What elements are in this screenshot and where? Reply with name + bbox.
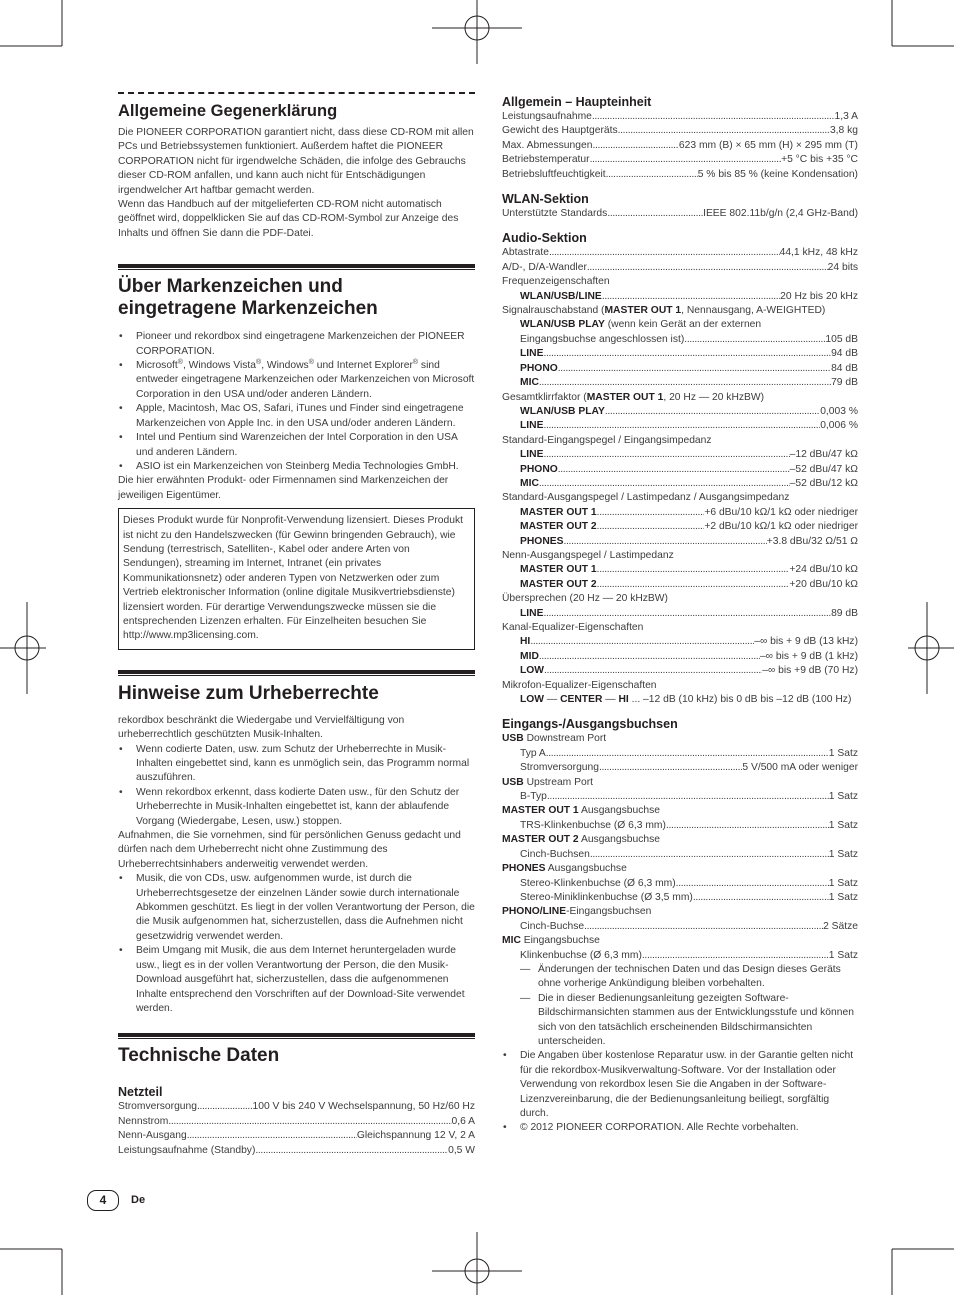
mic-eq-sep: — [544, 694, 561, 706]
spec-value: –52 dBu/12 kΩ [789, 477, 858, 489]
spec-label: MIC [520, 477, 539, 489]
spec-row [502, 891, 858, 905]
spec-row [502, 246, 858, 260]
spec-label: Cinch-Buchsen [520, 848, 590, 860]
subheading-allgemein: Allgemein – Haupteinheit [502, 95, 652, 109]
io-desc: Downstream Port [523, 733, 607, 745]
spec-label: Unterstützte Standards [502, 208, 608, 220]
spec-value: 1 Satz [828, 891, 858, 903]
registered-mark: ® [412, 359, 419, 367]
registration-mark-bottom [432, 1232, 522, 1295]
spec-group-heading [502, 804, 858, 818]
spec-row [502, 153, 858, 167]
spec-row [502, 790, 858, 804]
spec-row [502, 290, 858, 304]
spec-label: MASTER OUT 1 [520, 506, 597, 518]
spec-value: 2 Sätze [823, 920, 858, 932]
spec-label: Leistungsaufnahme (Standby) [118, 1144, 256, 1156]
leader-dots [597, 563, 790, 577]
spec-label: Gewicht des Hauptgeräts [502, 125, 618, 137]
spec-group-heading [502, 862, 858, 876]
spec-label: LOW [520, 665, 545, 677]
spec-value: 105 dB [825, 333, 858, 345]
spec-value: –∞ bis + 9 dB (1 kHz) [759, 650, 858, 662]
mic-eq-value: ... –12 dB (10 kHz) bis 0 dB bis –12 dB (100 Hz) [628, 694, 852, 706]
spec-value: Gleichspannung 12 V, 2 A [356, 1130, 475, 1142]
spec-value: 0,5 W [448, 1144, 475, 1156]
spec-value: +2 dBu/10 kΩ/1 kΩ oder niedriger [704, 521, 858, 533]
spec-value: 24 bits [827, 261, 858, 273]
spec-value: +5 °C bis +35 °C [781, 154, 858, 166]
spec-row [502, 635, 858, 649]
disclaimer-text: Die PIONEER CORPORATION garantiert nicht, dass diese CD-ROM mit allen PCs und Betriebssystemen funktioniert. Außerdem haftet die PIONEER CORPORATION nicht für irgendwelche Schäden, die infolge des Gebrauchs dieser CD-ROM anfallen, und kann auch nicht für Entschädigungen irgendwelcher Art haftbar gemacht werden. [118, 127, 474, 196]
spec-label: MASTER OUT 2 [520, 521, 597, 533]
section-rule-solid [118, 264, 475, 270]
leader-dots [592, 139, 678, 153]
spec-label: HI [520, 636, 531, 648]
spec-label: MID [520, 650, 539, 662]
spec-row [502, 506, 858, 520]
spec-group-heading: Frequenzeigenschaften [502, 276, 610, 288]
leader-dots [168, 1115, 451, 1129]
leader-dots [558, 463, 790, 477]
leader-dots [255, 1144, 448, 1158]
spec-row [118, 1129, 475, 1143]
list-item: • Pioneer und rekordbox sind eingetragene Markenzeichen der PIONEER CORPORATION. [118, 330, 475, 359]
spec-row [502, 168, 858, 182]
spec-label: MASTER OUT 2 [520, 578, 597, 590]
spec-row [502, 747, 858, 761]
spec-label: Eingangsbuchse angeschlossen ist) [520, 333, 685, 345]
leader-dots [187, 1129, 357, 1143]
spec-group-heading [502, 304, 858, 318]
spec-row [502, 877, 858, 891]
spec-label: Max. Abmessungen [502, 139, 593, 151]
heading-markenzeichen-line2: eingetragene Markenzeichen [118, 298, 378, 320]
spec-row [118, 1100, 475, 1114]
spec-value: 5 V/500 mA oder weniger [742, 762, 858, 774]
leader-dots [587, 261, 828, 275]
spec-notes-bullets [502, 1049, 858, 1135]
spec-value: 1 Satz [828, 949, 858, 961]
spec-value: 44,1 kHz, 48 kHz [779, 247, 858, 259]
spec-label: Klinkenbuchse (Ø 6,3 mm) [520, 949, 642, 961]
leader-dots [546, 747, 829, 761]
leader-dots [539, 376, 831, 390]
spec-row [502, 376, 858, 390]
spec-value: 1 Satz [828, 877, 858, 889]
leader-dots [618, 124, 830, 138]
registered-mark: ® [256, 359, 262, 367]
section-rule-solid [118, 670, 475, 676]
spec-value: 0,006 % [820, 420, 858, 432]
leader-dots [590, 848, 829, 862]
io-label: PHONO/LINE [502, 906, 567, 918]
leader-dots [543, 607, 831, 621]
io-label: USB [502, 776, 524, 788]
leader-dots [539, 650, 760, 664]
leader-dots [547, 790, 829, 804]
right-column [502, 95, 858, 1136]
spec-row [502, 448, 858, 462]
subheading-io: Eingangs-/Ausgangsbuchsen [502, 717, 678, 732]
spec-row [502, 139, 858, 153]
snr-heading-b: MASTER OUT 1 [604, 305, 682, 317]
subheading-wlan: WLAN-Sektion [502, 192, 589, 207]
spec-row [502, 819, 858, 833]
heading-urheberrechte: Hinweise zum Urheberrechte [118, 682, 379, 704]
leader-dots [197, 1100, 253, 1114]
spec-row [502, 110, 858, 124]
copyright-list-2 [118, 872, 475, 1016]
io-label: USB [502, 733, 524, 745]
vista-text: , Windows Vista [182, 360, 257, 372]
leader-dots [676, 877, 829, 891]
leader-dots [530, 635, 754, 649]
leader-dots [684, 333, 825, 347]
spec-row [502, 419, 858, 433]
disclaimer-text-2: Wenn das Handbuch auf der mitgelieferten CD-ROM nicht automatisch geöffnet wird, doppelklicken Sie auf das CD-ROM-Symbol zur Anzeige des Inhalts und öffnen Sie dann die PDF-Datei. [118, 199, 459, 239]
spec-label: Stromversorgung [520, 762, 599, 774]
spec-value: 5 % bis 85 % (keine Kondensation) [697, 168, 858, 180]
spec-row [502, 477, 858, 491]
spec-value: 1 Satz [828, 848, 858, 860]
spec-label-note: (wenn kein Gerät an der externen [604, 319, 762, 331]
spec-label: Nennstrom [118, 1115, 169, 1127]
registered-mark: ® [177, 359, 183, 367]
heading-markenzeichen [118, 276, 475, 320]
registration-mark-top [432, 0, 522, 64]
spec-label: LINE [520, 420, 544, 432]
spec-value: +24 dBu/10 kΩ [789, 564, 858, 576]
spec-label: MASTER OUT 1 [520, 564, 597, 576]
io-label: MIC [502, 935, 521, 947]
spec-value: 0,003 % [820, 405, 858, 417]
spec-label: Cinch-Buchse [520, 920, 585, 932]
spec-row [502, 650, 858, 664]
snr-heading-c: , Nennausgang, A-WEIGHTED) [681, 305, 826, 317]
mic-eq-hi: HI [618, 694, 629, 706]
spec-label: B-Typ [520, 791, 547, 803]
subheading-audio: Audio-Sektion [502, 231, 587, 246]
language-code: De [131, 1193, 146, 1206]
heading-allgemeine-gegenerklaerung: Allgemeine Gegenerklärung [118, 102, 338, 120]
microsoft-text: Microsoft [136, 360, 178, 372]
page-number: 4 [87, 1190, 119, 1211]
spec-group-heading: Nenn-Ausgangspegel / Lastimpedanz [502, 549, 674, 561]
copyright-list-1 [118, 743, 475, 829]
list-item: — Änderungen der technischen Daten und das Design dieses Geräts ohne vorherige Ankündigung bleiben vorbehalten. [502, 963, 858, 992]
spec-value: IEEE 802.11b/g/n (2,4 GHz-Band) [703, 208, 858, 220]
spec-value: 94 dB [831, 348, 858, 360]
list-item: • Die Angaben über kostenlose Reparatur usw. in der Garantie gelten nicht für die rekordbox-Musikverwaltung-Software. Vor der Installation oder Verwendung von rekordbox lesen Sie die Angaben in der Software-Lizenzvereinbarung, die der Bedienungsanleitung beiliegt, sorgfältig durch. [502, 1049, 858, 1121]
spec-row [502, 578, 858, 592]
spec-label: LINE [520, 449, 544, 461]
spec-row [502, 333, 858, 347]
leader-dots [543, 448, 789, 462]
spec-label: WLAN/USB PLAY [520, 319, 605, 331]
spec-value: –∞ bis +9 dB (70 Hz) [762, 665, 858, 677]
leader-dots [642, 949, 829, 963]
copyright-intro: rekordbox beschränkt die Wiedergabe und Vervielfältigung von urheberrechtlich geschützten Musik-Inhalten. [118, 714, 405, 741]
spec-row [502, 347, 858, 361]
spec-row [502, 261, 858, 275]
list-item: • Wenn codierte Daten, usw. zum Schutz der Urheberrechte in Musik-Inhalten eingebettet sind, kann es unmöglich sein, das Programm normal auszuführen. [118, 743, 475, 786]
mic-eq-low: LOW [520, 694, 545, 706]
io-desc: Ausgangsbuchse [578, 805, 660, 817]
spec-group-heading: Kanal-Equalizer-Eigenschaften [502, 622, 644, 633]
leader-dots [602, 290, 780, 304]
spec-row [502, 563, 858, 577]
spec-row [502, 405, 858, 419]
spec-value: 623 mm (B) × 65 mm (H) × 295 mm (T) [678, 139, 858, 151]
spec-label: TRS-Klinkenbuchse (Ø 6,3 mm) [520, 819, 666, 831]
io-table [502, 732, 858, 963]
spec-group-heading [502, 934, 858, 948]
io-label: PHONES [502, 863, 546, 875]
spec-row [502, 848, 858, 862]
spec-label: A/D-, D/A-Wandler [502, 261, 587, 273]
ie-text: und Internet Explorer [313, 360, 413, 372]
section-rule-solid [118, 1033, 475, 1039]
spec-row [502, 520, 858, 534]
spec-label: LINE [520, 607, 544, 619]
spec-label: Stromversorgung [118, 1101, 197, 1113]
spec-row [502, 761, 858, 775]
io-desc: Eingangsbuchse [520, 935, 600, 947]
leader-dots [584, 920, 823, 934]
spec-value: 79 dB [831, 377, 858, 389]
registration-mark-left [0, 602, 46, 694]
list-item: • Musik, die von CDs, usw. aufgenommen wurde, ist durch die Urheberrechtsgesetze der einzelnen Länder sowie durch internationale Abkommen geschützt. Es liegt in der vollen Verantwortung der Person, die die Musik aufgenommen hat, sicherzustellen, dass die Aufnehmen nicht gesetzwidrig verwendet werden. [118, 872, 475, 944]
list-item: • ASIO ist ein Markenzeichen von Steinberg Media Technologies GmbH. [118, 460, 475, 474]
leader-dots [590, 153, 782, 167]
spec-value: –12 dBu/47 kΩ [789, 449, 858, 461]
spec-row [118, 1144, 475, 1158]
spec-row [502, 607, 858, 621]
leader-dots [564, 535, 767, 549]
spec-value: 1 Satz [828, 791, 858, 803]
mic-eq-center: CENTER [560, 694, 603, 706]
io-desc: Ausgangsbuchse [578, 834, 660, 846]
spec-row [502, 920, 858, 934]
allgemein-table [502, 110, 858, 182]
spec-row [502, 362, 858, 376]
spec-label: PHONES [520, 535, 564, 547]
thd-heading-a: Gesamtklirrfaktor ( [502, 391, 587, 403]
left-column [118, 92, 475, 1158]
spec-row [502, 124, 858, 138]
leader-dots [666, 819, 829, 833]
leader-dots [592, 110, 835, 124]
spec-value: 89 dB [831, 607, 858, 619]
page-footer [87, 1190, 145, 1211]
leader-dots [558, 362, 831, 376]
list-item: • Apple, Macintosh, Mac OS, Safari, iTunes und Finder sind eingetragene Markenzeichen von Apple Inc. in den USA und/oder anderen Ländern. [118, 402, 475, 431]
copyright-recordings: Aufnahmen, die Sie vornehmen, sind für persönlichen Genuss gedacht und dürfen nach dem Urheberrecht nicht ohne Zustimmung des Urheberrechtsinhabers anderweitig verwendet werden. [118, 830, 461, 870]
spec-label: Typ A [520, 747, 546, 759]
spec-label: Abtastrate [502, 247, 549, 259]
leader-dots [607, 207, 703, 221]
spec-label: MIC [520, 377, 539, 389]
heading-technische-daten: Technische Daten [118, 1045, 280, 1067]
spec-label: PHONO [520, 362, 558, 374]
microsoft-rest-text: sind entweder eingetragene Markenzeichen oder Markenzeichen von Microsoft Corporation in den USA und/oder anderen Ländern. [136, 360, 475, 400]
spec-group-heading: Standard-Ausgangspegel / Lastimpedanz / Ausgangsimpedanz [502, 492, 790, 504]
spec-value: 20 Hz bis 20 kHz [780, 290, 858, 302]
spec-label: Nenn-Ausgang [118, 1130, 187, 1142]
spec-label: PHONO [520, 463, 558, 475]
spec-row [502, 318, 858, 332]
section-rule-dashed [118, 92, 475, 94]
io-label: MASTER OUT 2 [502, 834, 579, 846]
io-desc: Upstream Port [523, 776, 593, 788]
spec-row [502, 664, 858, 678]
leader-dots [597, 578, 790, 592]
leader-dots [597, 520, 705, 534]
spec-value: 3,8 kg [829, 125, 858, 137]
spec-value: –52 dBu/47 kΩ [789, 463, 858, 475]
spec-group-heading [502, 732, 858, 746]
leader-dots [597, 506, 705, 520]
spec-row [118, 1115, 475, 1129]
spec-value: +3.8 dBu/32 Ω/51 Ω [766, 535, 858, 547]
spec-label: Stereo-Klinkenbuchse (Ø 6,3 mm) [520, 877, 676, 889]
spec-value: 100 V bis 240 V Wechselspannung, 50 Hz/60 Hz [252, 1101, 475, 1113]
thd-heading-c: , 20 Hz — 20 kHzBW) [663, 391, 765, 403]
spec-row [502, 207, 858, 221]
list-item [118, 359, 475, 402]
spec-group-heading [502, 905, 858, 919]
spec-group-heading: Standard-Eingangspegel / Eingangsimpedanz [502, 434, 712, 446]
spec-group-heading [502, 776, 858, 790]
mic-eq-sep: — [602, 694, 619, 706]
list-item: • © 2012 PIONEER CORPORATION. Alle Rechte vorbehalten. [502, 1121, 858, 1135]
snr-heading-a: Signalrauschabstand ( [502, 305, 605, 317]
spec-value: +6 dBu/10 kΩ/1 kΩ oder niedriger [704, 506, 858, 518]
spec-row [502, 463, 858, 477]
spec-group-heading: Mikrofon-Equalizer-Eigenschaften [502, 679, 657, 691]
spec-value: 1 Satz [828, 819, 858, 831]
spec-label: Betriebstemperatur [502, 154, 590, 166]
spec-row [502, 693, 858, 707]
leader-dots [599, 761, 742, 775]
spec-row [502, 949, 858, 963]
spec-value: –∞ bis + 9 dB (13 kHz) [754, 636, 858, 648]
netzteil-table [118, 1100, 475, 1158]
spec-label: Leistungsaufnahme [502, 111, 592, 122]
heading-markenzeichen-line1: Über Markenzeichen und [118, 276, 343, 298]
spec-label: WLAN/USB/LINE [520, 290, 602, 302]
spec-value: +20 dBu/10 kΩ [789, 578, 858, 590]
spec-value: 1,3 A [834, 111, 858, 122]
leader-dots [544, 664, 762, 678]
spec-row [502, 535, 858, 549]
registered-mark: ® [308, 359, 314, 367]
spec-label: Betriebsluftfeuchtigkeit [502, 168, 606, 180]
trademark-note: Die hier erwähnten Produkt- oder Firmennamen sind Markenzeichen der jeweiligen Eigentümer. [118, 475, 449, 501]
list-item: • Beim Umgang mit Musik, die aus dem Internet heruntergeladen wurde usw., liegt es in der vollen Verantwortung der Person, die den Musik-Download ausgeführt hat, sicherzustellen, dass die aufgenommenen Inhalte entsprechend den Vorschriften auf der Download-Site verwendet werden. [118, 944, 475, 1016]
list-item: — Die in dieser Bedienungsanleitung gezeigten Software-Bildschirmansichten stammen aus der Entwicklungsstufe und können sich von den tatsächlich erscheinenden Bildschirmansichten unterscheiden. [502, 992, 858, 1050]
registration-mark-right [908, 602, 954, 694]
leader-dots [693, 891, 829, 905]
spec-group-heading [502, 833, 858, 847]
thd-heading-b: MASTER OUT 1 [586, 391, 664, 403]
io-desc: -Eingangsbuchsen [566, 906, 652, 918]
spec-label: Stereo-Miniklinkenbuchse (Ø 3,5 mm) [520, 891, 693, 903]
spec-group-heading: Übersprechen (20 Hz — 20 kHzBW) [502, 593, 668, 605]
spec-value: 1 Satz [828, 747, 858, 759]
spec-notes-dash [502, 963, 858, 1049]
leader-dots [543, 347, 831, 361]
mp3-license-box: Dieses Produkt wurde für Nonprofit-Verwendung lizensiert. Dieses Produkt ist nicht zu den Handelszwecken (für Gewinn bringenden Gebrauch), wie Sendung (terrestrisch, Satelliten-, Kabel oder andere Arten von Sendungen), streaming im Internet, Intranet (ein privates Kommunikationsnetz) oder anderen Typen von Netzwerken oder zum Vertrieb elektronischer Information (online digitale Musikvertriebsdienste) lizensiert worden. Für derartige Verwendungszwecke müssen sie die entsprechenden Lizenzen erhalten. Für Einzelheiten besuchen Sie http://www.mp3licensing.com. [118, 508, 475, 650]
leader-dots [605, 405, 820, 419]
io-desc: Ausgangsbuchse [545, 863, 627, 875]
list-item: • Wenn rekordbox erkennt, dass kodierte Daten usw., für den Schutz der Urheberrechte in Musik-Inhalten eingebettet ist, kann der ablaufende Vorgang (Wiedergabe, Lesen, usw.) stoppen. [118, 786, 475, 829]
audio-table [502, 246, 858, 707]
io-label: MASTER OUT 1 [502, 805, 579, 817]
leader-dots [606, 168, 698, 182]
leader-dots [539, 477, 790, 491]
subheading-netzteil: Netzteil [118, 1085, 163, 1100]
list-item: • Intel und Pentium sind Warenzeichen der Intel Corporation in den USA und anderen Ländern. [118, 431, 475, 460]
spec-value: 84 dB [831, 362, 858, 374]
spec-label: WLAN/USB PLAY [520, 405, 605, 417]
leader-dots [549, 246, 780, 260]
trademark-list [118, 330, 475, 474]
leader-dots [543, 419, 820, 433]
spec-value: 0,6 A [451, 1115, 475, 1127]
spec-group-heading [502, 391, 858, 405]
spec-label: LINE [520, 348, 544, 360]
windows-text: , Windows [261, 360, 309, 372]
